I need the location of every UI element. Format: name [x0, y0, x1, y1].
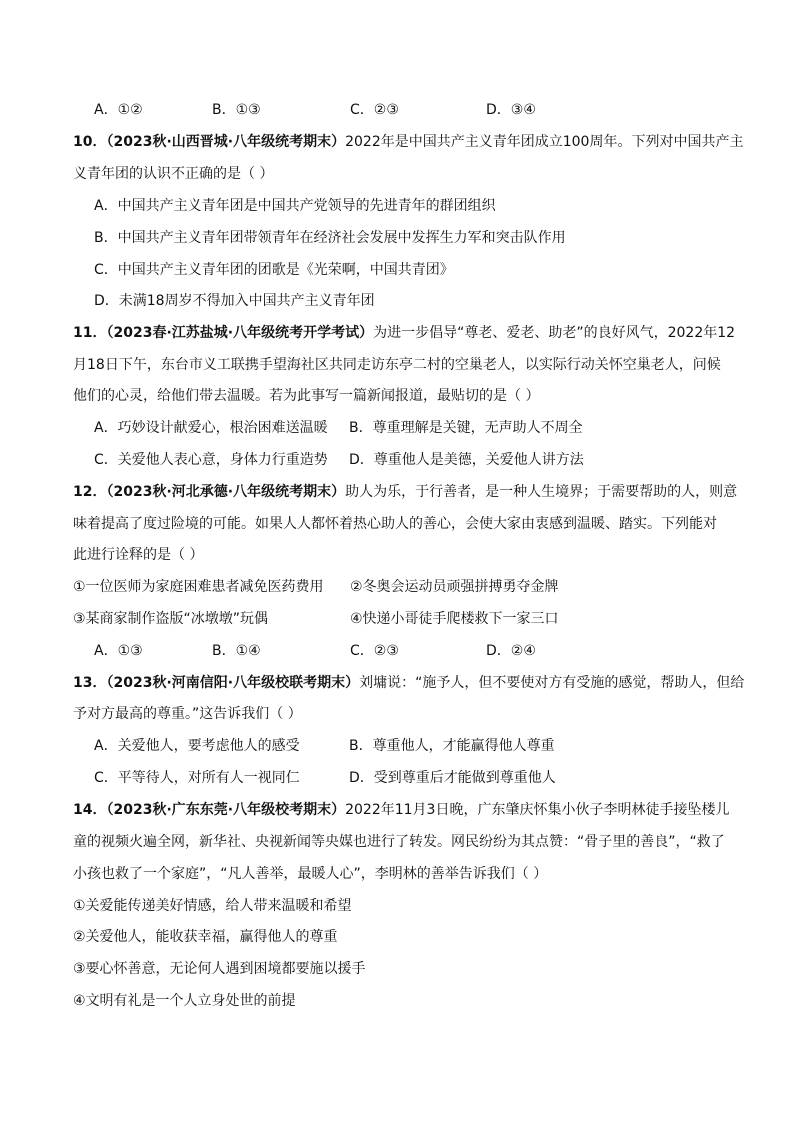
q12-option-a: A．①③ — [94, 643, 143, 659]
q13-stem-text-1: 刘墉说：“施予人，但不要使对方有受施的感觉，帮助人，但给 — [359, 675, 745, 691]
q10-option-c: C．中国共产主义青年团的团歌是《光荣啊，中国共青团》 — [94, 262, 454, 278]
q10-option-b: B．中国共产主义青年团带领青年在经济社会发展中发挥生力军和突击队作用 — [94, 230, 566, 246]
q10-option-a: A．中国共产主义青年团是中国共产党领导的先进青年的群团组织 — [94, 198, 496, 214]
q10-option-d: D．未满18周岁不得加入中国共产主义青年团 — [94, 293, 375, 309]
q12-item-1: ①一位医师为家庭困难患者减免医药费用 — [73, 579, 324, 595]
q14-stem-line-3: 小孩也救了一个家庭”，“凡人善举，最暖人心”，李明林的善举告诉我们（ ） — [73, 866, 548, 882]
q13-option-b: B．尊重他人，才能赢得他人尊重 — [349, 738, 555, 754]
q14-stem-line-1 — [73, 800, 733, 820]
q12-stem-text-1: 助人为乐，于行善者，是一种人生境界；于需要帮助的人，则意 — [345, 484, 738, 500]
q12-option-b: B．①④ — [212, 643, 261, 659]
q13-stem-line-2: 予对方最高的尊重。”这告诉我们（ ） — [73, 706, 302, 722]
q11-option-d: D．尊重他人是美德，关爱他人讲方法 — [349, 452, 584, 468]
q12-item-2: ②冬奥会运动员顽强拼搏勇夺金牌 — [350, 579, 559, 595]
q14-stem-text-1: 2022年11月3日晚，广东肇庆怀集小伙子李明林徒手接坠楼儿 — [345, 802, 730, 818]
q13-option-a: A．关爱他人，要考虑他人的感受 — [94, 738, 300, 754]
q9-option-b: B．①③ — [212, 102, 261, 118]
q14-number: 14． — [73, 802, 107, 818]
q13-number: 13． — [73, 675, 107, 691]
q11-option-b: B．尊重理解是关键，无声助人不周全 — [349, 420, 583, 436]
q12-stem-line-2: 味着提高了度过险境的可能。如果人人都怀着热心助人的善心，会使大家由衷感到温暖、踏实。下列能对 — [73, 516, 717, 532]
q12-source: （2023秋·河北承德·八年级统考期末） — [106, 484, 346, 500]
q14-item-3: ③要心怀善意，无论何人遇到困境都要施以援手 — [73, 961, 366, 977]
q10-stem-text-1: 2022年是中国共产主义青年团成立100周年。下列对中国共产主 — [345, 134, 744, 150]
q9-option-d: D．③④ — [486, 102, 536, 118]
q10-number: 10． — [73, 134, 107, 150]
q10-stem-line-2: 义青年团的认识不正确的是（ ） — [73, 166, 274, 182]
q14-stem-line-2: 童的视频火遍全网，新华社、央视新闻等央媒也进行了转发。网民纷纷为其点赞：“骨子里的善良”，“救了 — [73, 834, 725, 850]
q11-stem-line-1 — [73, 323, 736, 343]
q11-stem-text-1: 为进一步倡导“尊老、爱老、助老”的良好风气，2022年12 — [373, 325, 736, 341]
q13-source: （2023秋·河南信阳·八年级校联考期末） — [106, 675, 360, 691]
q13-option-d: D．受到尊重后才能做到尊重他人 — [349, 770, 556, 786]
q14-source: （2023秋·广东东莞·八年级校考期末） — [106, 802, 346, 818]
q12-number: 12． — [73, 484, 107, 500]
q11-option-c: C．关爱他人表心意，身体力行重造势 — [94, 452, 328, 468]
q10-source: （2023秋·山西晋城·八年级统考期末） — [106, 134, 346, 150]
q10-stem-line-1 — [73, 132, 744, 152]
q12-item-3: ③某商家制作盗版“冰墩墩”玩偶 — [73, 611, 269, 627]
q12-stem-line-1 — [73, 482, 738, 502]
q12-stem-line-3: 此进行诠释的是（ ） — [73, 547, 204, 563]
q11-number: 11． — [73, 325, 107, 341]
q12-item-4: ④快递小哥徒手爬楼救下一家三口 — [350, 611, 559, 627]
q14-item-1: ①关爱能传递美好情感，给人带来温暖和希望 — [73, 898, 352, 914]
q11-option-a: A．巧妙设计献爱心，根治困难送温暖 — [94, 420, 328, 436]
q11-stem-line-2: 月18日下午，东台市义工联携手望海社区共同走访东亭二村的空巢老人，以实际行动关怀空巢老人，问候 — [73, 357, 721, 373]
q11-source: （2023春·江苏盐城·八年级统考开学考试） — [106, 325, 374, 341]
q9-option-a: A．①② — [94, 102, 143, 118]
q9-option-c: C．②③ — [350, 102, 399, 118]
q14-item-2: ②关爱他人，能收获幸福，赢得他人的尊重 — [73, 929, 338, 945]
q11-stem-line-3: 他们的心灵，给他们带去温暖。若为此事写一篇新闻报道，最贴切的是（ ） — [73, 388, 540, 404]
q12-option-c: C．②③ — [350, 643, 399, 659]
q14-item-4: ④文明有礼是一个人立身处世的前提 — [73, 993, 296, 1009]
q13-stem-line-1 — [73, 673, 745, 693]
q12-option-d: D．②④ — [486, 643, 536, 659]
q13-option-c: C．平等待人，对所有人一视同仁 — [94, 770, 300, 786]
